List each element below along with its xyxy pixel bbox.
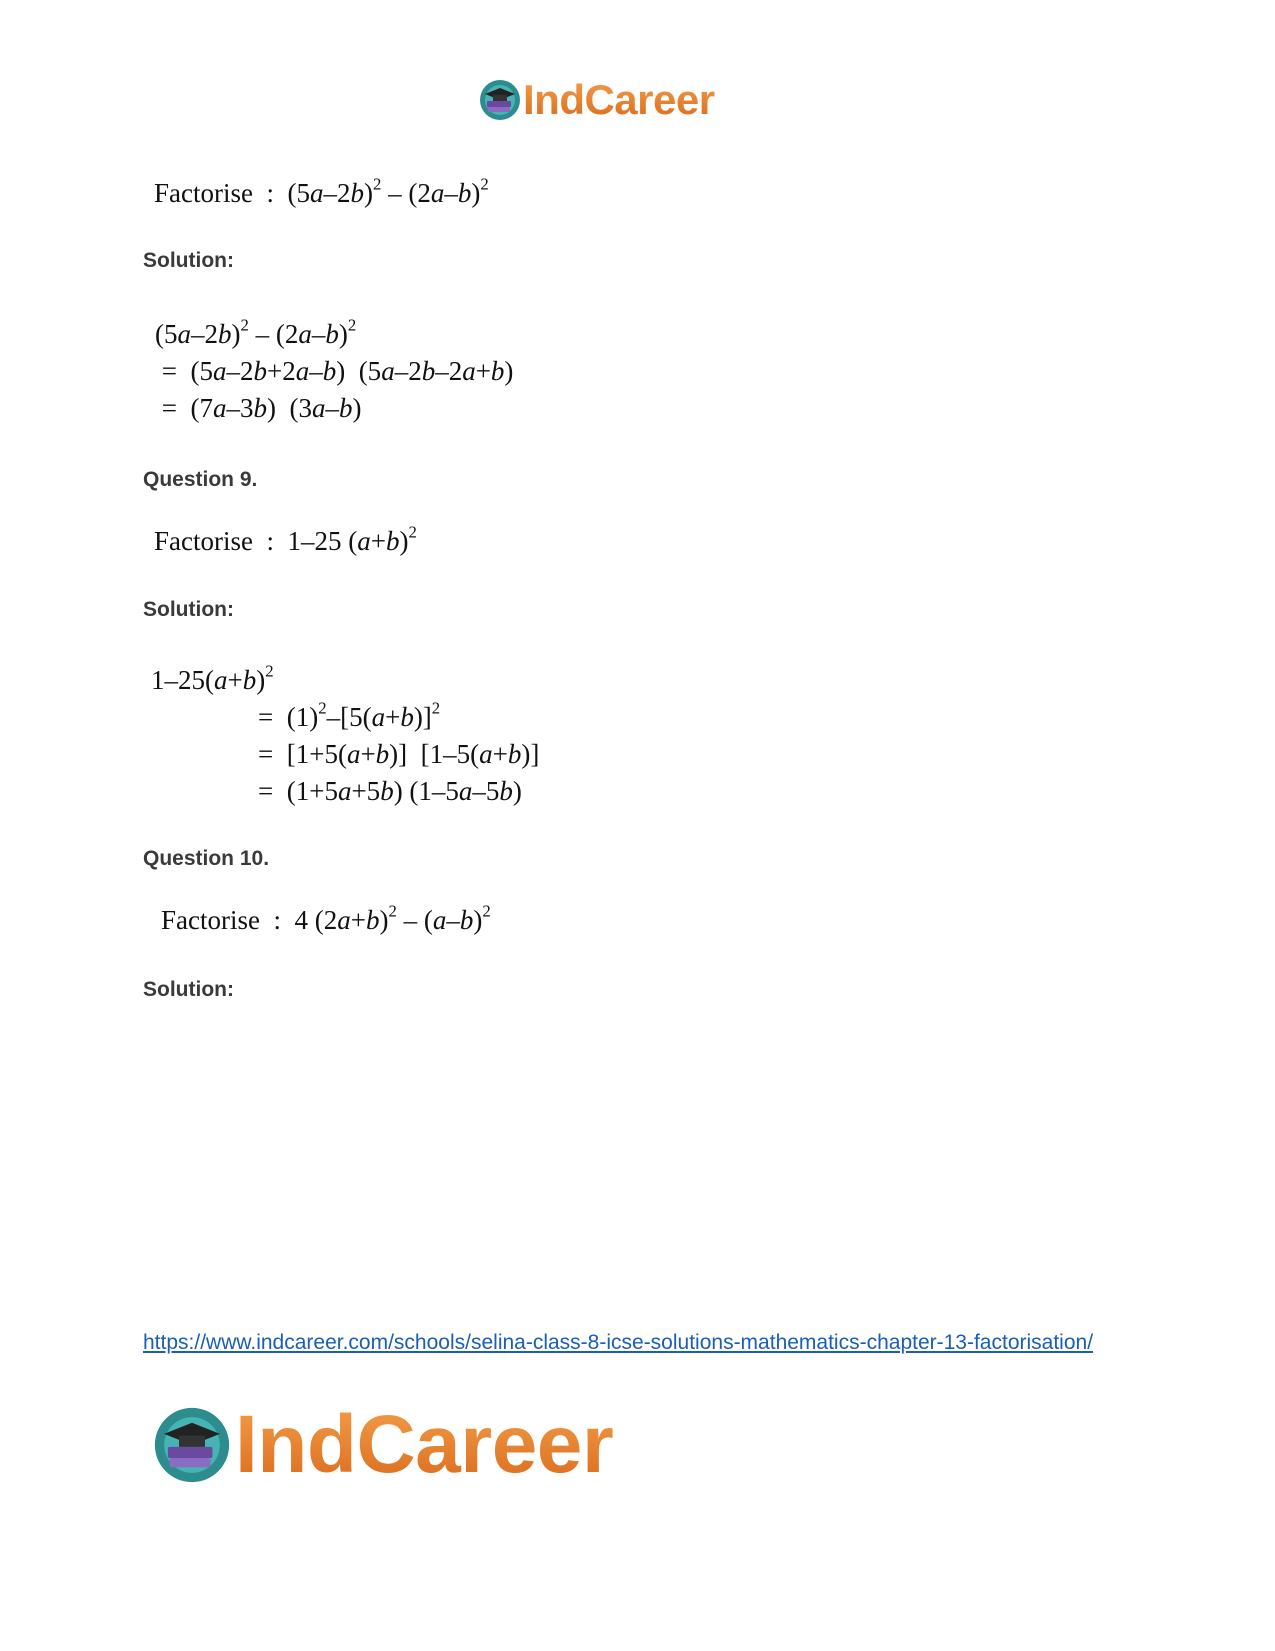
q9-line-4: = (1+5a+5b) (1–5a–5b) xyxy=(258,776,522,806)
q9-line-3: = [1+5(a+b)] [1–5(a+b)] xyxy=(258,739,540,769)
q9-solution xyxy=(151,662,539,810)
q8-statement: Factorise : $(5a-2b)^2 - (2a-b)^2$ xyxy=(154,174,489,208)
q8-solution-label: Solution: xyxy=(143,249,234,272)
footer-logo-text: IndCareer xyxy=(235,1399,614,1490)
q9-line-1: $1-25(a+b)^2$ xyxy=(151,661,274,695)
source-link[interactable]: https://www.indcareer.com/schools/selina-class-8-icse-solutions-mathematics-chapter-13-factorisation/ xyxy=(143,1331,1094,1354)
q10-solution-label: Solution: xyxy=(143,978,234,1001)
q9-solution-label: Solution: xyxy=(143,598,234,621)
q9-line-2: = $(1)^2-[5(a+b)]^2$ xyxy=(258,698,441,732)
header-logo-text: IndCareer xyxy=(523,76,715,123)
graduation-book-icon xyxy=(153,1406,231,1484)
q9-statement: Factorise : 1–25 $(a+b)^2$ xyxy=(154,522,417,556)
header-logo xyxy=(479,76,715,124)
footer-logo xyxy=(153,1398,613,1492)
q8-line-2: = (5a–2b+2a–b) (5a–2b–2a+b) xyxy=(155,356,514,386)
q10-statement: Factorise : 4 $(2a+b)^2 - (a-b)^2$ xyxy=(161,901,491,935)
graduation-book-icon xyxy=(479,79,521,121)
q8-line-3: = (7a–3b) (3a–b) xyxy=(155,393,362,423)
q8-line-1: $(5a-2b)^2 - (2a-b)^2$ xyxy=(155,315,357,349)
q10-label: Question 10. xyxy=(143,847,270,870)
q9-label: Question 9. xyxy=(143,468,258,491)
q8-solution xyxy=(155,316,513,427)
